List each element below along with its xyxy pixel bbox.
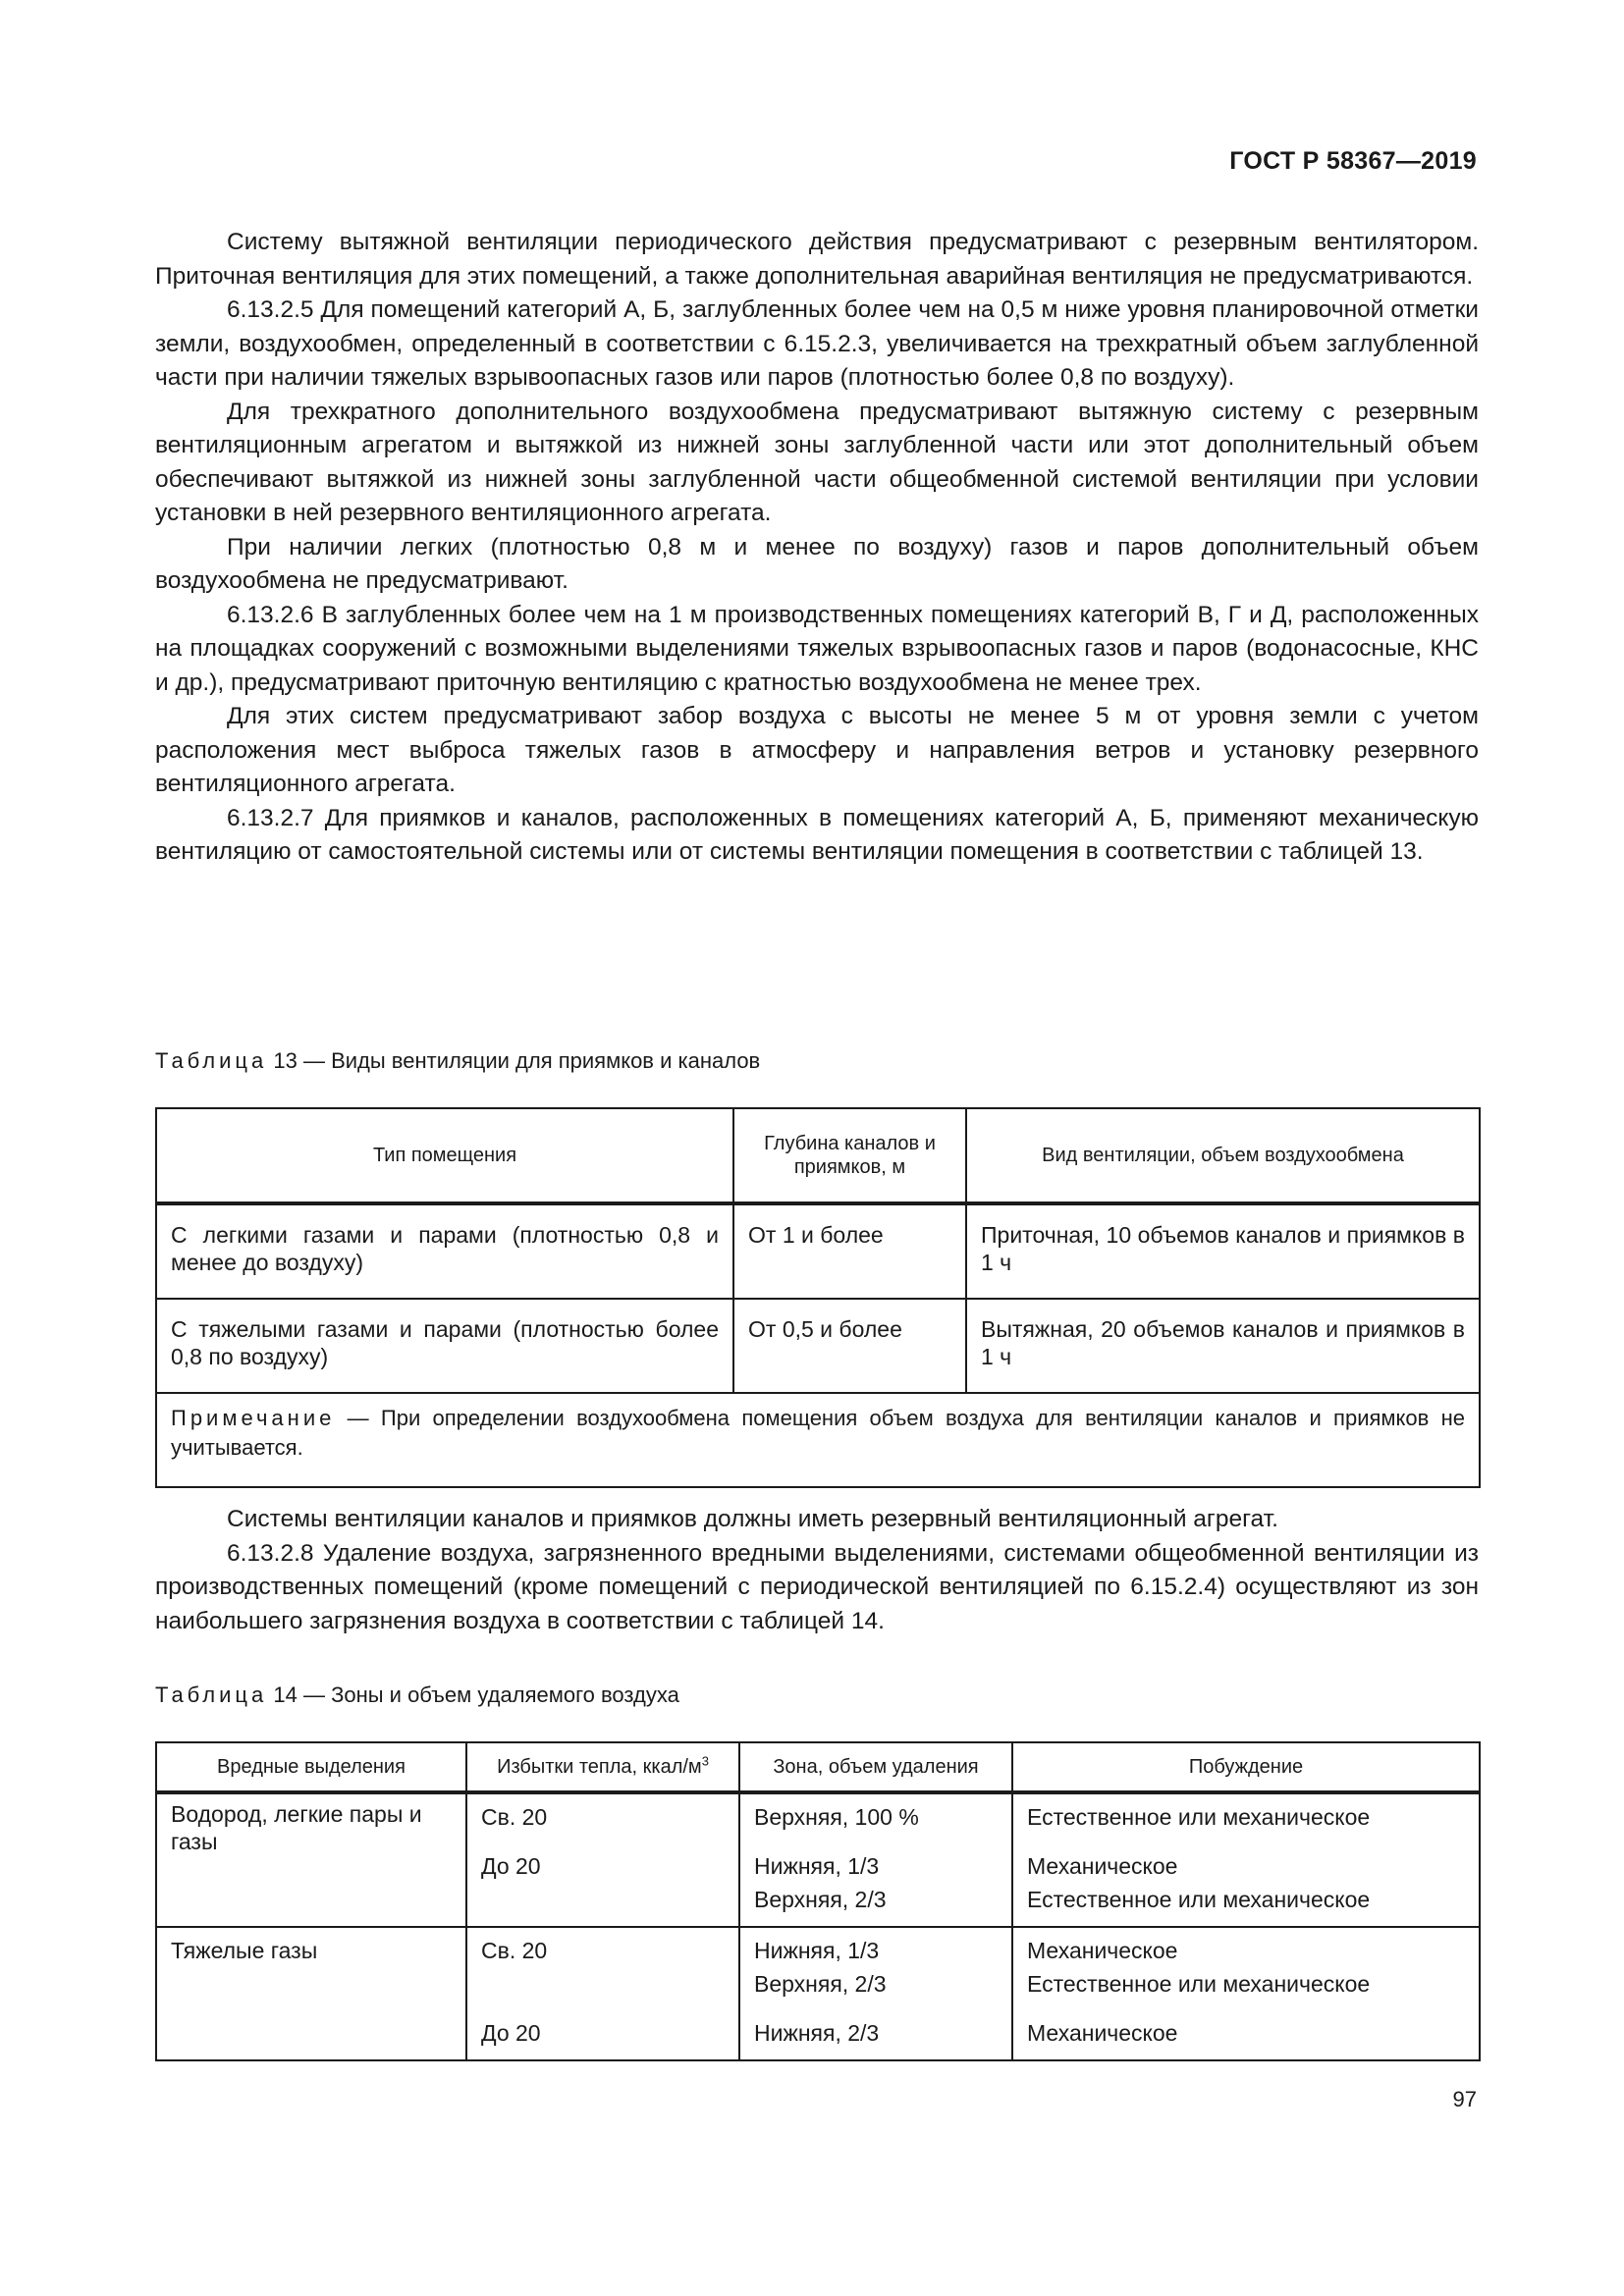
table-title: 13 — Виды вентиляции для приямков и каналов xyxy=(267,1048,761,1073)
table-cell-heat xyxy=(466,1792,739,1927)
drive-value: Механическое xyxy=(1027,1938,1178,1963)
drive-value: Естественное или механическое xyxy=(1027,1971,1371,1997)
paragraph: 6.13.2.5 Для помещений категорий А, Б, заглубленных более чем на 0,5 м ниже уровня планировочной отметки земли, воздухообмен, определенный в соответствии с 6.15.2.3, увеличивается на трехкратный объем заглубленной части при наличии тяжелых взрывоопасных газов или паров (плотностью более 0,8 по воздуху). xyxy=(155,296,1479,391)
header-text: Избытки тепла, ккал/м xyxy=(497,1755,702,1778)
paragraph: Систему вытяжной вентиляции периодического действия предусматривают с резервным вентилятором. Приточная вентиляция для этих помещений, а также дополнительная аварийная вентиляция не предусматриваются. xyxy=(155,229,1479,290)
table-cell: Приточная, 10 объемов каналов и приямков в 1 ч xyxy=(966,1203,1480,1299)
zone-value: Нижняя, 1/3 xyxy=(754,1853,880,1879)
drive-value: Механическое xyxy=(1027,2020,1178,2046)
table-cell-zone xyxy=(739,1792,1012,1927)
heat-value: Св. 20 xyxy=(481,1938,548,1963)
table-label: Таблица xyxy=(155,1048,268,1073)
table-cell-heat xyxy=(466,1927,739,2060)
column-header: Побуждение xyxy=(1012,1742,1480,1792)
column-header: Вредные выделения xyxy=(156,1742,466,1792)
table-cell: От 1 и более xyxy=(733,1203,966,1299)
table-cell: С легкими газами и парами (плотностью 0,8 и менее до воздуху) xyxy=(156,1203,733,1299)
table-label: Таблица xyxy=(155,1682,268,1707)
zone-value: Нижняя, 2/3 xyxy=(754,2020,880,2046)
drive-value: Естественное или механическое xyxy=(1027,1887,1371,1912)
paragraph: 6.13.2.8 Удаление воздуха, загрязненного вредными выделениями, системами общеобменной вентиляции из производственных помещений (кроме помещений с периодической вентиляцией по 6.15.2.4) осуществляют из зон наибольшего загрязнения воздуха в соответствии с таблицей 14. xyxy=(155,1539,1479,1634)
paragraph: При наличии легких (плотностью 0,8 м и менее по воздуху) газов и паров дополнительный объем воздухообмена не предусматривают. xyxy=(155,533,1479,594)
column-header: Глубина каналов и приямков, м xyxy=(733,1108,966,1203)
paragraph: 6.13.2.6 В заглубленных более чем на 1 м производственных помещениях категорий В, Г и Д, расположенных на площадках сооружений с возможными выделениями тяжелых взрывоопасных газов и паров (водонасосные, КНС и др.), предусматривают приточную вентиляцию с кратностью воздухообмена не менее трех. xyxy=(155,601,1479,696)
paragraph: 6.13.2.7 Для приямков и каналов, расположенных в помещениях категорий А, Б, применяют механическую вентиляцию от самостоятельной системы или от системы вентиляции помещения в соответствии с таблицей 13. xyxy=(155,804,1479,865)
table-cell-drive xyxy=(1012,1927,1480,2060)
table-13-caption xyxy=(155,1048,760,1074)
column-header xyxy=(466,1742,739,1792)
table-header-row xyxy=(156,1742,1480,1792)
column-header: Вид вентиляции, объем воздухообмена xyxy=(966,1108,1480,1203)
header-superscript: 3 xyxy=(701,1752,709,1768)
table-cell: Вытяжная, 20 объемов каналов и приямков в 1 ч xyxy=(966,1299,1480,1393)
body-text-block-1 xyxy=(155,226,1479,870)
paragraph: Системы вентиляции каналов и приямков должны иметь резервный вентиляционный агрегат. xyxy=(227,1506,1278,1532)
heat-value: Св. 20 xyxy=(481,1804,548,1830)
heat-value: До 20 xyxy=(481,2020,541,2046)
table-cell: С тяжелыми газами и парами (плотностью более 0,8 по воздуху) xyxy=(156,1299,733,1393)
drive-value: Естественное или механическое xyxy=(1027,1804,1371,1830)
table-row xyxy=(156,1927,1480,2060)
table-title: 14 — Зоны и объем удаляемого воздуха xyxy=(267,1682,679,1707)
body-text-block-2 xyxy=(155,1503,1479,1638)
table-cell-drive xyxy=(1012,1792,1480,1927)
table-cell: От 0,5 и более xyxy=(733,1299,966,1393)
zone-value: Нижняя, 1/3 xyxy=(754,1938,880,1963)
table-14-caption xyxy=(155,1682,679,1708)
column-header: Зона, объем удаления xyxy=(739,1742,1012,1792)
table-row xyxy=(156,1299,1480,1393)
paragraph: Для трехкратного дополнительного воздухообмена предусматривают вытяжную систему с резервным вентиляционным агрегатом и вытяжкой из нижней зоны заглубленной части или этот дополнительный объем обеспечивают вытяжкой из нижней зоны заглубленной части общеобменной системой вентиляции при условии установки в ней резервного вентиляционного агрегата. xyxy=(155,398,1479,526)
page-number: 97 xyxy=(1452,2087,1477,2111)
table-cell-zone xyxy=(739,1927,1012,2060)
table-13 xyxy=(155,1107,1481,1488)
table-note xyxy=(156,1393,1480,1487)
zone-value: Верхняя, 2/3 xyxy=(754,1971,887,1997)
table-row xyxy=(156,1792,1480,1927)
table-14 xyxy=(155,1741,1481,2061)
drive-value: Механическое xyxy=(1027,1853,1178,1879)
table-header-row xyxy=(156,1108,1480,1203)
heat-value: До 20 xyxy=(481,1853,541,1879)
table-note-row xyxy=(156,1393,1480,1487)
zone-value: Верхняя, 100 % xyxy=(754,1804,919,1830)
document-code-header: ГОСТ Р 58367—2019 xyxy=(1229,147,1477,175)
note-text: — При определении воздухообмена помещения объем воздуха для вентиляции каналов и приямков не учитывается. xyxy=(171,1406,1465,1460)
zone-value: Верхняя, 2/3 xyxy=(754,1887,887,1912)
column-header: Тип помещения xyxy=(156,1108,733,1203)
table-cell-substance: Тяжелые газы xyxy=(156,1927,466,2060)
table-cell-substance: Водород, легкие пары и газы xyxy=(156,1792,466,1927)
paragraph: Для этих систем предусматривают забор воздуха с высоты не менее 5 м от уровня земли с учетом расположения мест выброса тяжелых газов в атмосферу и направления ветров и установку резервного вентиляционного агрегата. xyxy=(155,703,1479,797)
table-row xyxy=(156,1203,1480,1299)
note-label: Примечание xyxy=(171,1406,336,1430)
